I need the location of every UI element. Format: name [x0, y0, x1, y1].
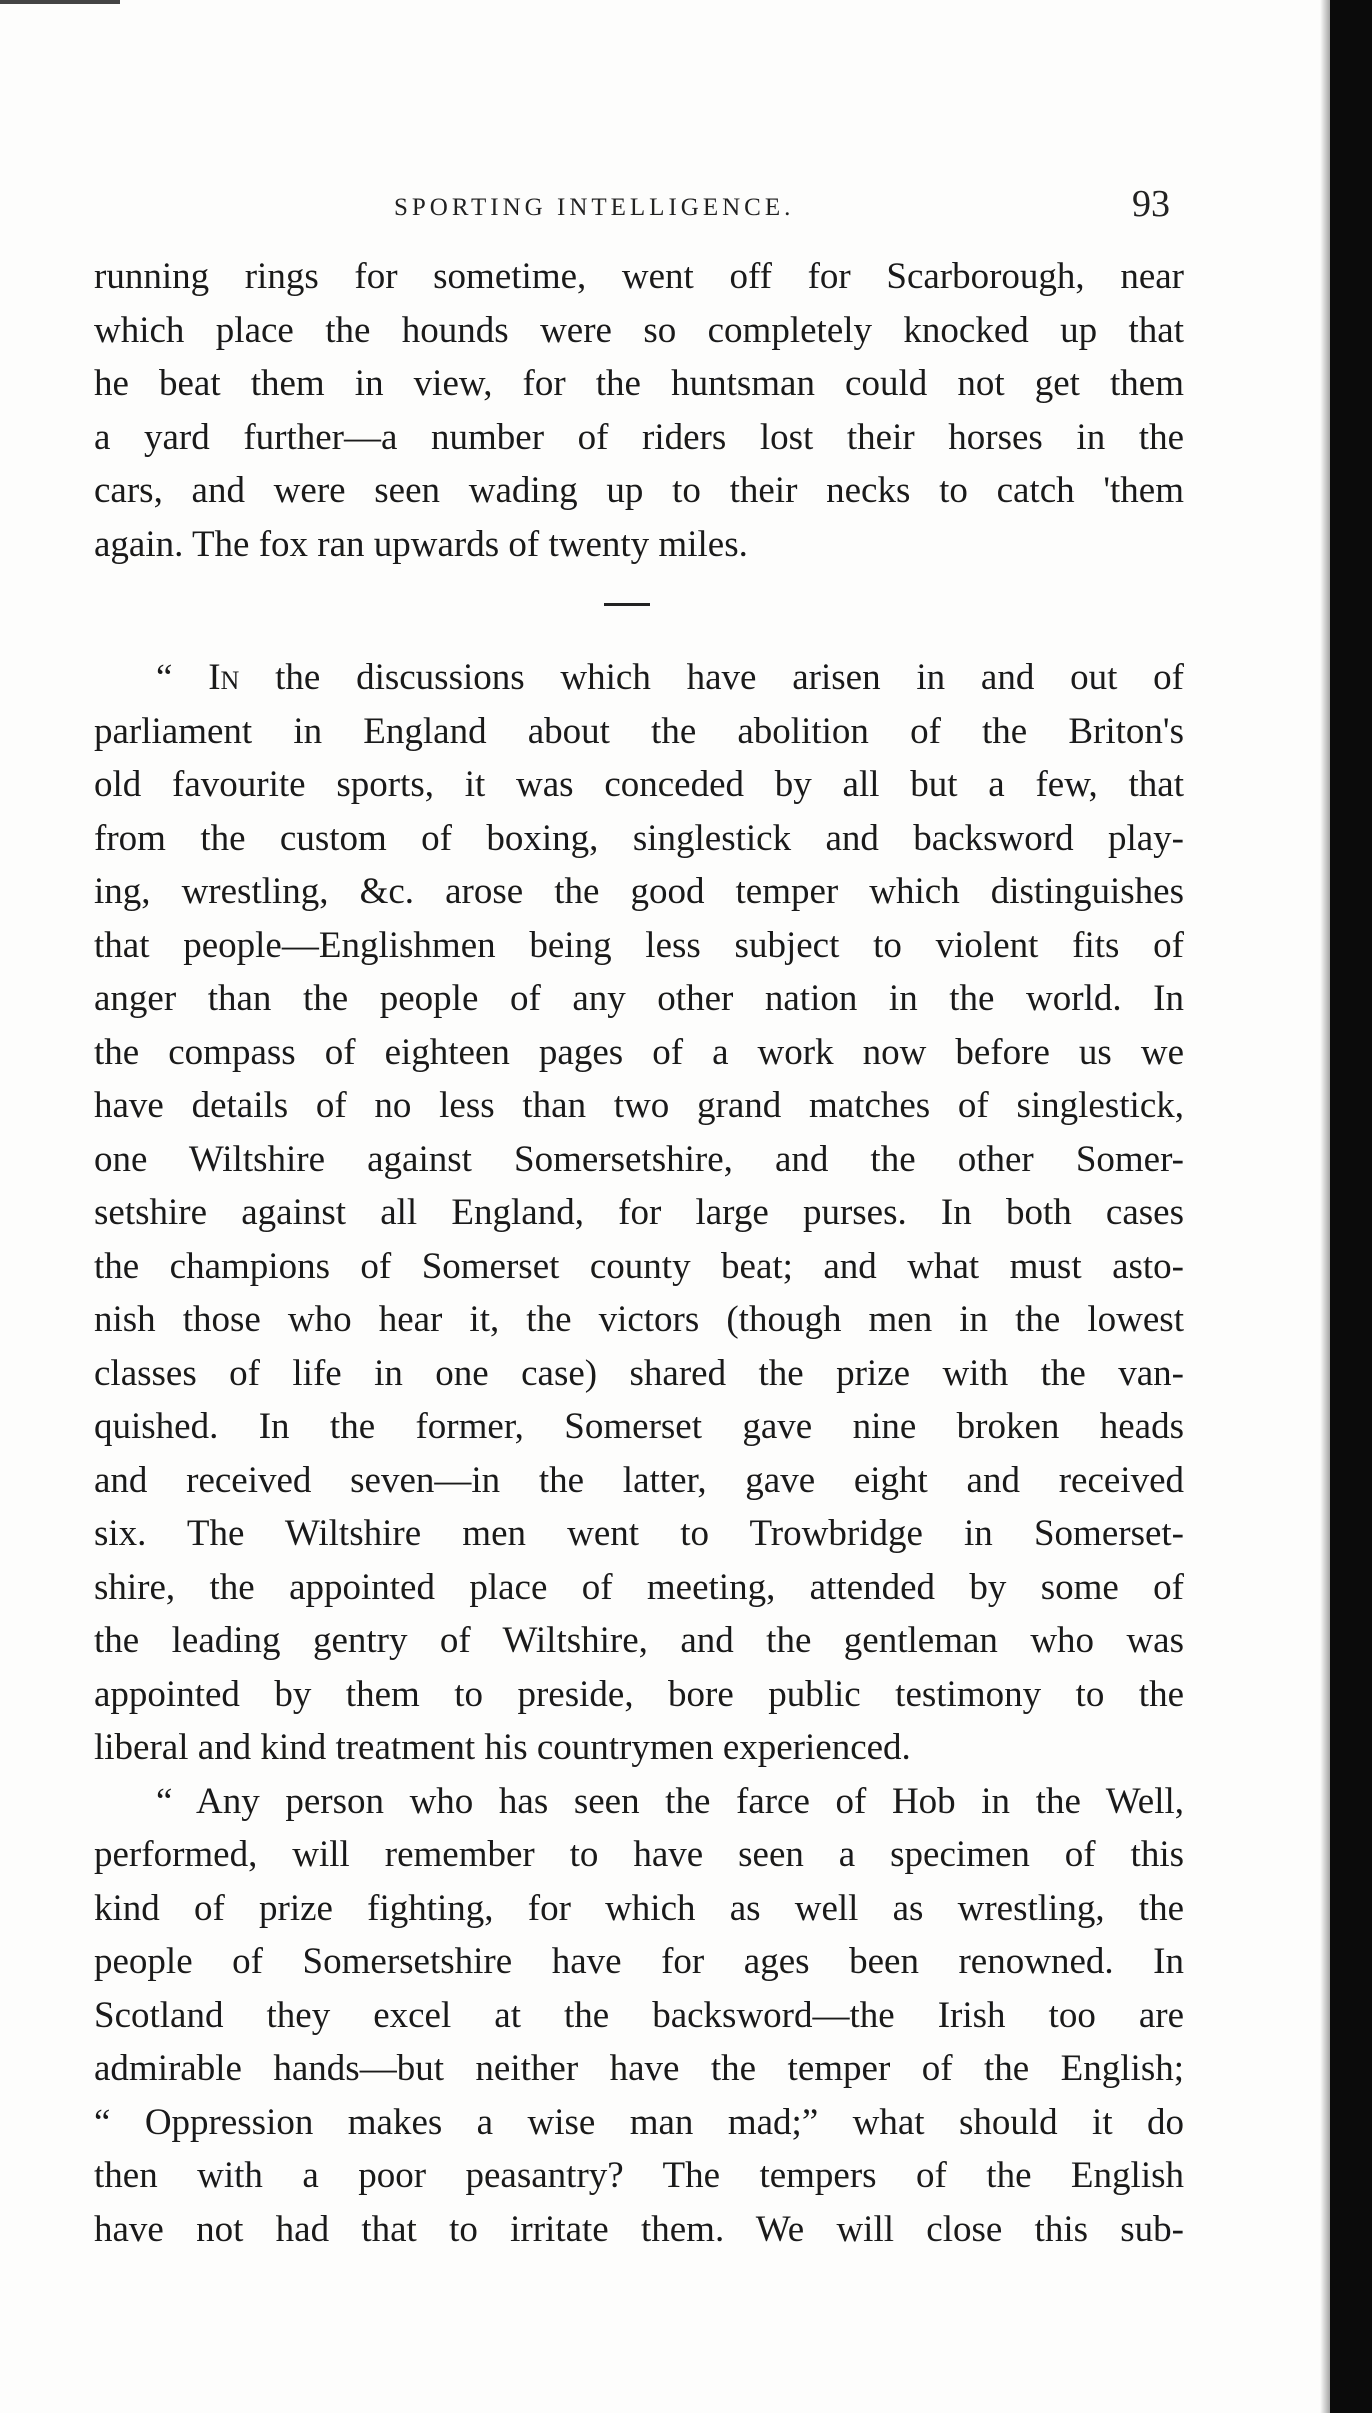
text-line: ing, wrestling, &c. arose the good temper which distinguishes: [94, 871, 1184, 912]
text-line: the leading gentry of Wiltshire, and the gentleman who was: [94, 1620, 1184, 1661]
section-divider: [94, 571, 1184, 651]
text-line: have details of no less than two grand matches of singlestick,: [94, 1085, 1184, 1126]
text-line: anger than the people of any other nation in the world. In: [94, 978, 1184, 1019]
page-number: 93: [1132, 183, 1170, 225]
text-line: running rings for sometime, went off for Scarborough, near: [94, 256, 1184, 297]
text-line: the champions of Somerset county beat; and what must asto-: [94, 1245, 1184, 1287]
page-gutter-shadow: [1320, 0, 1330, 2413]
text-line: admirable hands—but neither have the temper of the English;: [94, 2048, 1184, 2089]
divider-rule: [604, 603, 650, 606]
paragraph-prize-fighting: [94, 1775, 1184, 2257]
opening-quote: “: [156, 657, 209, 698]
text-line: shire, the appointed place of meeting, attended by some of: [94, 1566, 1184, 1608]
text-line: he beat them in view, for the huntsman could not get them: [94, 363, 1184, 404]
text-line-first: “ Any person who has seen the farce of Hob in the Well,: [156, 1780, 1184, 1822]
text-line: quished. In the former, Somerset gave nine broken heads: [94, 1406, 1184, 1447]
text-line: which place the hounds were so completely knocked up that: [94, 309, 1184, 351]
text-line: cars, and were seen wading up to their necks to catch 'them: [94, 470, 1184, 511]
text-line: people of Somersetshire have for ages been renowned. In: [94, 1941, 1184, 1982]
text-line: and received seven—in the latter, gave eight and received: [94, 1459, 1184, 1501]
book-page: [94, 180, 1184, 2256]
paragraph-continued: [94, 250, 1184, 571]
text-line-rest: the discussions which have arisen in and out of: [239, 657, 1184, 698]
book-binding-edge: [1330, 0, 1372, 2413]
text-line: “ Oppression makes a wise man mad;” what should it do: [94, 2101, 1184, 2143]
paragraph-sports-discussion: [94, 651, 1184, 1775]
text-line: classes of life in one case) shared the prize with the van-: [94, 1352, 1184, 1394]
text-line: again. The fox ran upwards of twenty miles.: [94, 523, 748, 565]
text-line: performed, will remember to have seen a specimen of this: [94, 1834, 1184, 1875]
text-line: old favourite sports, it was conceded by all but a few, that: [94, 764, 1184, 805]
text-line: that people—Englishmen being less subject to violent fits of: [94, 924, 1184, 966]
text-line: have not had that to irritate them. We will close this sub-: [94, 2208, 1184, 2250]
text-line: six. The Wiltshire men went to Trowbridge in Somerset-: [94, 1513, 1184, 1554]
text-line: from the custom of boxing, singlestick and backsword play-: [94, 817, 1184, 859]
text-line-first: [94, 651, 1184, 705]
text-line: setshire against all England, for large purses. In both cases: [94, 1192, 1184, 1233]
text-line: appointed by them to preside, bore public testimony to the: [94, 1673, 1184, 1715]
text-line: nish those who hear it, the victors (though men in the lowest: [94, 1299, 1184, 1340]
scan-edge-mark: [0, 0, 120, 4]
text-line: kind of prize fighting, for which as well as wrestling, the: [94, 1887, 1184, 1929]
text-line: then with a poor peasantry? The tempers of the English: [94, 2155, 1184, 2196]
text-line: Scotland they excel at the backsword—the Irish too are: [94, 1994, 1184, 2036]
text-line: parliament in England about the abolition of the Briton's: [94, 710, 1184, 752]
text-line: a yard further—a number of riders lost their horses in the: [94, 416, 1184, 458]
small-caps-word: In: [208, 657, 240, 698]
running-title: SPORTING INTELLIGENCE.: [394, 194, 795, 221]
text-line: the compass of eighteen pages of a work now before us we: [94, 1031, 1184, 1073]
running-head: [94, 180, 1184, 240]
text-line: one Wiltshire against Somersetshire, and the other Somer-: [94, 1138, 1184, 1180]
text-line: liberal and kind treatment his countrymen experienced.: [94, 1727, 911, 1768]
